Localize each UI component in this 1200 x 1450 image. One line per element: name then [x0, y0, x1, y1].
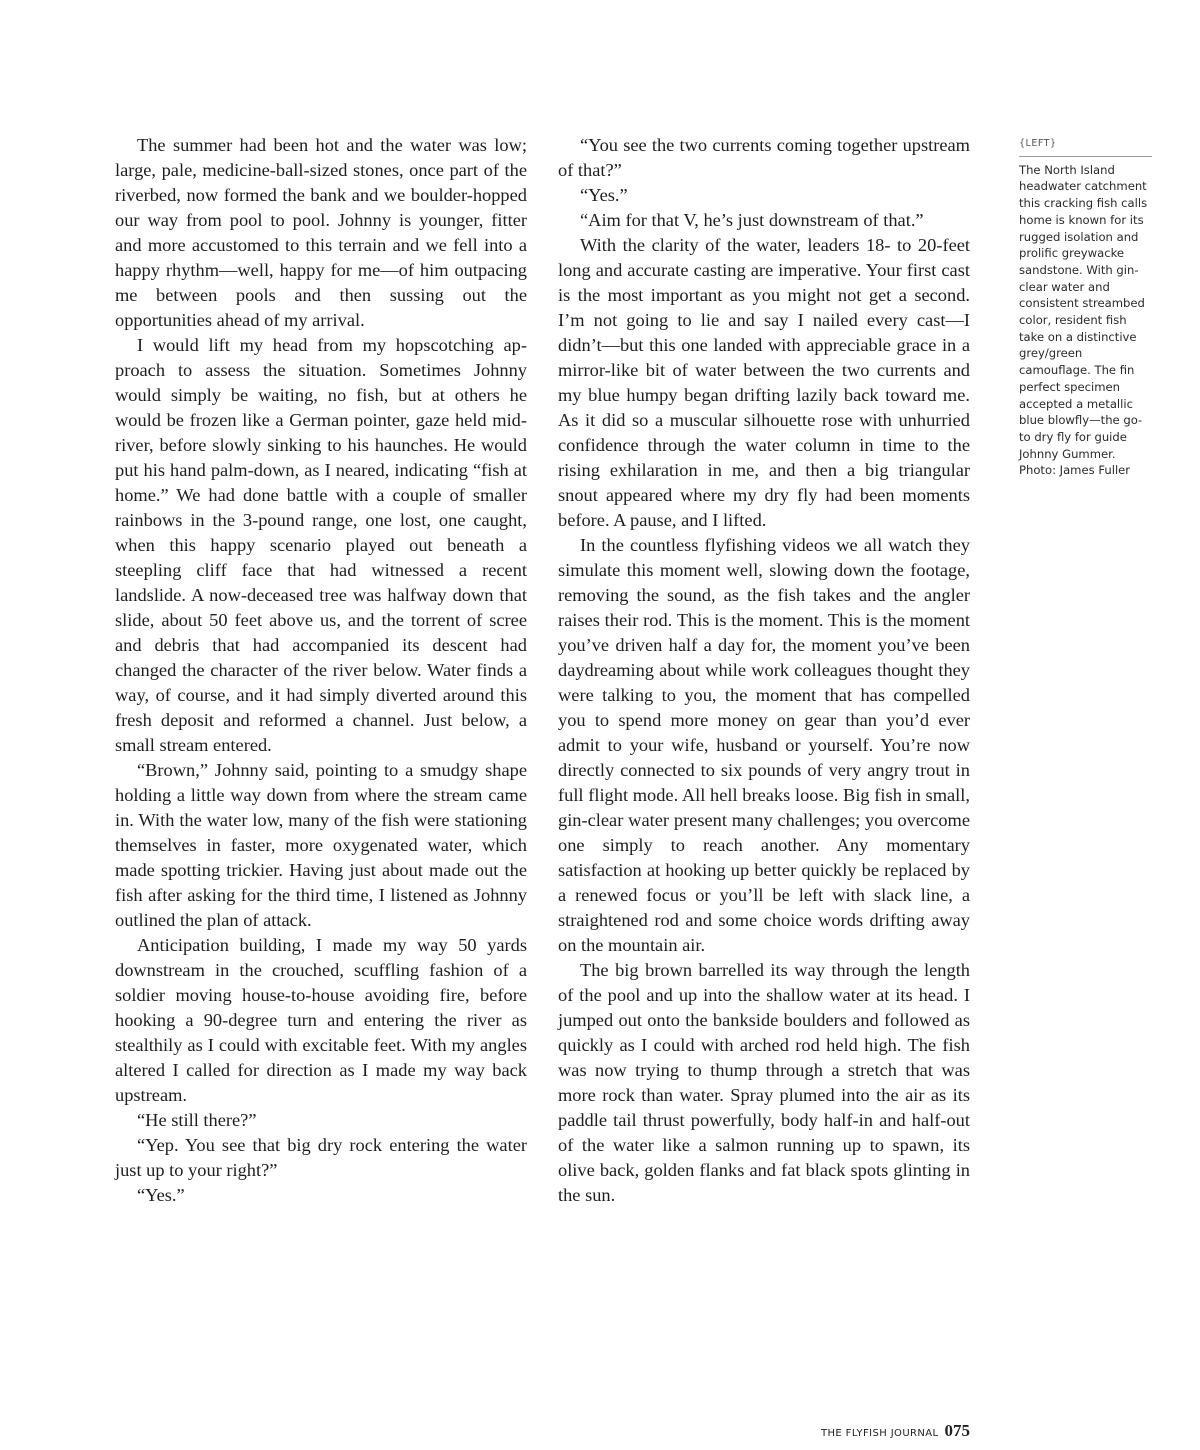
paragraph: “Brown,” Johnny said, pointing to a smudgy shape holding a little way down from where the stream came in. With the water low, many of the fish were stationing themselves in faster, more oxygenated water, which made spotting trickier. Having just about made out the fish after asking for the third time, I listened as Johnny outlined the plan of attack.: [115, 760, 527, 930]
paragraph: The big brown barrelled its way through the length of the pool and up into the shallow water at its head. I jumped out onto the bankside boulders and followed as quickly as I could with arched rod held high. The fish was now trying to thump through a stretch that was more rock than water. Spray plumed into the air as its paddle tail thrust powerfully, body half-in and half-out of the water like a salmon running up to spawn, its olive back, golden flanks and fat black spots glinting in the sun.: [558, 960, 970, 1205]
caption-position-tag: {LEFT}: [1019, 136, 1152, 157]
photo-caption-text: The North Island headwater catchment this cracking fish calls home is known for its rugged isolation and prolific greywacke sandstone. With gin-clear water and consistent streambed color, resident fish take on a distinctive grey/green camouflage. The fin perfect specimen accepted a metallic blue blowfly—the go-to dry fly for guide Johnny Gummer. Photo: James Fuller: [1019, 162, 1148, 478]
paragraph: The summer had been hot and the water was low; large, pale, medicine-ball-sized stones, once part of the riverbed, now formed the bank and we boulder-hopped our way from pool to pool. Johnny is younger, fitter and more accustomed to this terrain and we fell into a happy rhythm—well, happy for me—of him outpacing me between pools and then sussing out the opportunities ahead of my arrival.: [115, 135, 527, 330]
paragraph: I would lift my head from my hopscotching approach to assess the situation. Sometimes Johnny would simply be waiting, no fish, but at others he would be frozen like a German pointer, gaze held mid-river, before slowly sinking to his haunches. He would put his hand palm-down, as I neared, indicating “fish at home.” We had done battle with a couple of smaller rainbows in the 3-pound range, one lost, one caught, when this happy scenario played out beneath a steepling cliff face that had witnessed a recent landslide. A now-deceased tree was halfway down that slide, about 50 feet above us, and the torrent of scree and debris that had accompanied its descent had changed the character of the river below. Water finds a way, of course, and it had simply diverted around this fresh deposit and reformed a channel. Just below, a small stream entered.: [115, 335, 527, 755]
paragraph: In the countless flyfishing videos we all watch they simulate this moment well, slowing down the footage, removing the sound, as the fish takes and the angler raises their rod. This is the moment. This is the moment you’ve driven half a day for, the moment you’ve been daydreaming about while work colleagues thought they were talking to you, the moment that has compelled you to spend more money on gear than you’d ever admit to your wife, husband or yourself. You’re now directly connected to six pounds of very angry trout in full flight mode. All hell breaks loose. Big fish in small, gin-clear water present many challenges; you overcome one simply to reach another. Any momentary satisfaction at hooking up better quickly be replaced by a renewed focus or you’ll be left with slack line, a straightened rod and some choice words drifting away on the mountain air.: [558, 535, 970, 955]
photo-caption-sidebar: [1019, 136, 1152, 479]
paragraph: “Yep. You see that big dry rock entering the water just up to your right?”: [115, 1135, 527, 1180]
magazine-name: THE FLYFISH JOURNAL: [820, 1428, 939, 1439]
paragraph: “He still there?”: [137, 1110, 257, 1130]
article-column-left: [115, 133, 527, 1208]
paragraph: “Yes.”: [580, 185, 628, 205]
paragraph: Anticipation building, I made my way 50 yards downstream in the crouched, scuffling fashion of a soldier moving house-to-house avoiding fire, before hooking a 90-degree turn and entering the river as stealthily as I could with excitable feet. With my angles altered I called for direction as I made my way back upstream.: [115, 935, 527, 1105]
paragraph: “You see the two currents coming together upstream of that?”: [558, 135, 970, 180]
page-number: 075: [944, 1421, 970, 1440]
page-footer: [821, 1421, 970, 1441]
paragraph: “Aim for that V, he’s just downstream of that.”: [580, 210, 924, 230]
paragraph: With the clarity of the water, leaders 18- to 20-feet long and accurate casting are imperative. Your first cast is the most important as you might not get a second. I’m not going to lie and say I nailed every cast—I didn’t—but this one landed with appreciable grace in a mirror-like bit of water between the two currents and my blue humpy began drifting lazily back toward me. As it did so a muscular silhouette rose with unhurried confidence through the water column in time to the rising exhilaration in me, and then a big triangular snout appeared where my dry fly had been moments before. A pause, and I lifted.: [558, 235, 970, 530]
paragraph: “Yes.”: [137, 1185, 185, 1205]
article-column-middle: [558, 133, 970, 1208]
